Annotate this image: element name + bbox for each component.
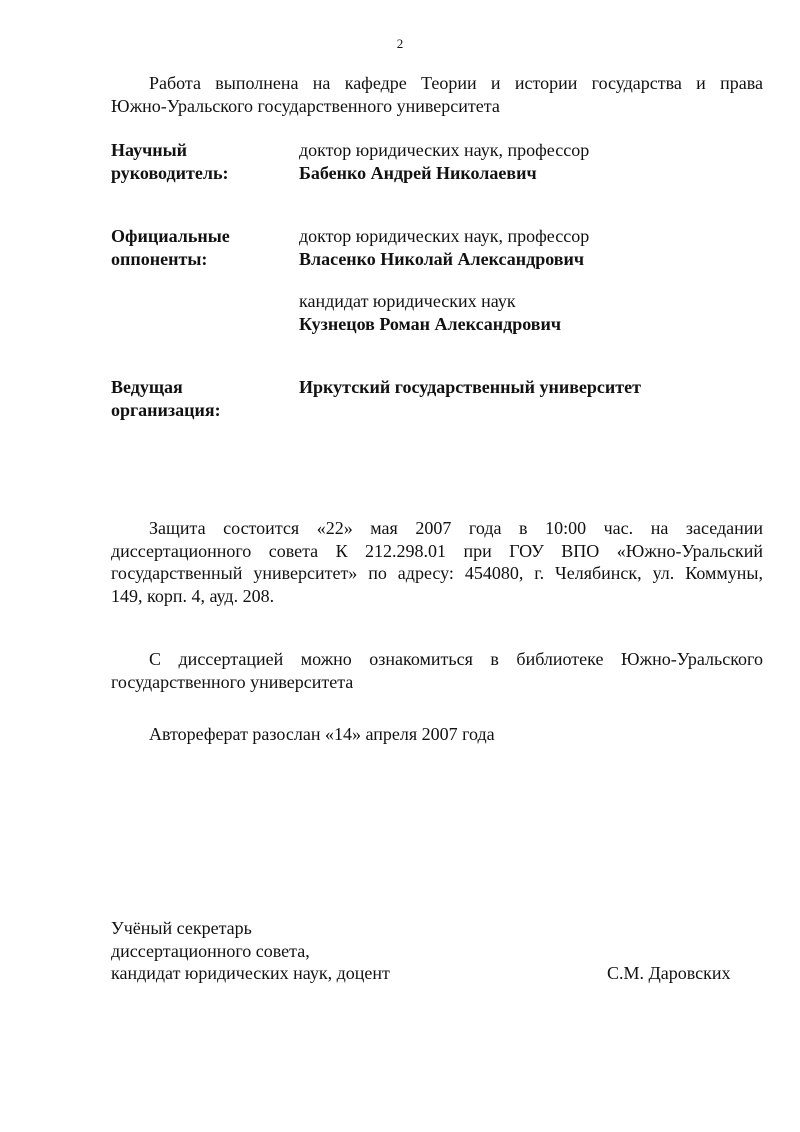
signature-line-1: Учёный секретарь <box>111 918 252 938</box>
abstract-sent <box>111 723 763 746</box>
opponent-2-title: кандидат юридических наук <box>299 291 516 311</box>
defense-paragraph <box>111 517 763 607</box>
signature-name: С.М. Даровских <box>607 963 731 983</box>
intro-line-2: Южно-Уральского государственного университета <box>111 95 500 116</box>
lead-organization-label-line-2: организация: <box>111 399 221 420</box>
lead-organization-label <box>111 376 281 421</box>
library-line-1: С диссертацией можно ознакомиться в библиотеке Южно-Уральского <box>149 649 763 669</box>
supervisor-info <box>299 139 759 184</box>
supervisor-title: доктор юридических наук, профессор <box>299 140 590 160</box>
defense-line-4: 149, корп. 4, ауд. 208. <box>111 585 275 606</box>
defense-line-2: диссертационного совета К 212.298.01 при ГОУ ВПО «Южно-Уральский <box>111 540 763 561</box>
library-line-2: государственного университета <box>111 671 354 692</box>
opponent-1-name: Власенко Николай Александрович <box>299 248 585 269</box>
signature-block <box>111 917 531 985</box>
intro-paragraph <box>111 72 763 117</box>
opponent-2-name: Кузнецов Роман Александрович <box>299 313 562 334</box>
page-number: 2 <box>396 36 404 51</box>
defense-line-3: государственный университет» по адресу: 454080, г. Челябинск, ул. Коммуны, <box>111 563 763 583</box>
opponent-2 <box>299 290 759 335</box>
opponent-1-title: доктор юридических наук, профессор <box>299 226 590 246</box>
supervisor-label-line-2: руководитель: <box>111 162 229 183</box>
lead-organization-name: Иркутский государственный университет <box>299 377 641 397</box>
signature-line-2: диссертационного совета, <box>111 940 310 961</box>
opponents-label <box>111 225 281 270</box>
abstract-sent-text: Автореферат разослан «14» апреля 2007 года <box>149 724 495 744</box>
library-paragraph <box>111 648 763 693</box>
opponents-label-line-1: Официальные <box>111 226 230 246</box>
signature-line-3: кандидат юридических наук, доцент <box>111 963 390 983</box>
defense-line-1: Защита состоится «22» мая 2007 года в 10:00 час. на заседании <box>149 518 763 538</box>
opponent-1 <box>299 225 759 270</box>
supervisor-label-line-1: Научный <box>111 140 188 160</box>
lead-organization-label-line-1: Ведущая <box>111 377 183 397</box>
supervisor-name: Бабенко Андрей Николаевич <box>299 162 537 183</box>
supervisor-label <box>111 139 281 184</box>
opponents-label-line-2: оппоненты: <box>111 248 208 269</box>
intro-line-1: Работа выполнена на кафедре Теории и истории государства и права <box>149 73 763 93</box>
